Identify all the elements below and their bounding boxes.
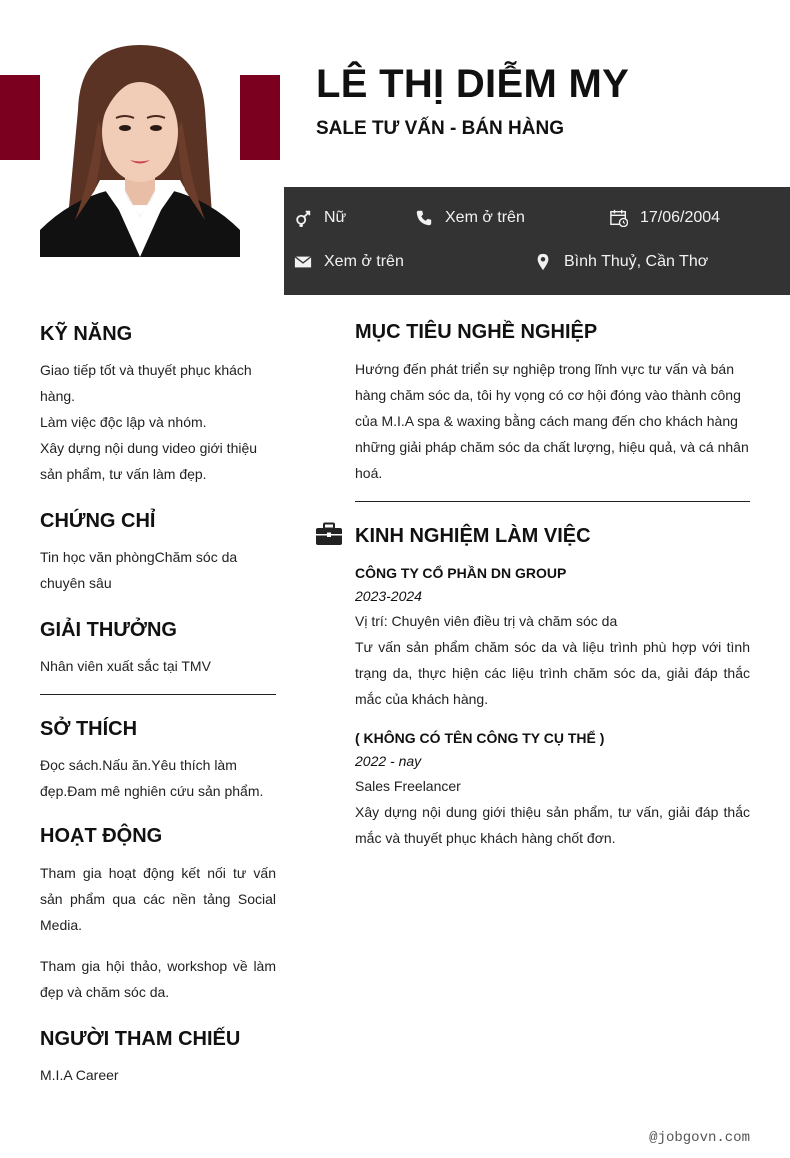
address-text: Bình Thuỷ, Cần Thơ [564,253,709,270]
activity-item: Tham gia hoạt động kết nối tư vấn sản phẩm qua các nền tảng Social Media. [40,865,276,933]
accent-bar-left [0,75,40,160]
activity-item: Tham gia hội thảo, workshop về làm đẹp và chăm sóc da. [40,958,276,1000]
activities-title: HOẠT ĐỘNG [40,825,163,847]
objective-text: Hướng đến phát triển sự nghiệp trong lĩnh vực tư vấn và bán hàng chăm sóc da, tôi hy vọng có cơ hội đóng vào thành công của M.I.A spa & waxing bằng cách mang đến cho khách hàng những giải pháp chăm sóc da chất lượng, hiệu quả, và cá nhân hoá. [355,361,749,481]
candidate-name: LÊ THỊ DIỄM MY [316,62,630,106]
phone-icon [415,209,433,227]
birthday-text: 17/06/2004 [640,209,721,226]
job-period: 2022 - nay [355,753,422,769]
awards-title: GIẢI THƯỞNG [40,619,177,641]
email-text: Xem ở trên [324,253,404,270]
gender-text: Nữ [324,209,347,226]
references-text: M.I.A Career [40,1067,119,1083]
watermark: @jobgovn.com [649,1130,750,1146]
company-name: CÔNG TY CỔ PHẦN DN GROUP [355,565,567,581]
job-period: 2023-2024 [355,588,422,604]
job-position: Sales Freelancer [355,778,461,794]
hobbies-text: Đọc sách.Nấu ăn.Yêu thích làm đẹp.Đam mê nghiên cứu sản phẩm. [40,757,264,799]
gender-icon [294,209,312,227]
job-description: Tư vấn sản phẩm chăm sóc da và liệu trình phù hợp với tình trạng da, thực hiện các liệu trình chăm sóc da, giải đáp thắc mắc của khách hàng. [355,639,750,707]
briefcase-icon [316,522,342,546]
address-item [534,253,708,271]
skill-item: Xây dựng nội dung video giới thiệu sản phẩm, tư vấn làm đẹp. [40,440,258,482]
certificates-text: Tin học văn phòngChăm sóc da chuyên sâu [40,549,238,591]
job-description: Xây dựng nội dung giới thiệu sản phẩm, tư vấn, giải đáp thắc mắc và thuyết phục khách hàng chốt đơn. [355,804,750,846]
gender-item [294,209,346,227]
objective-title: MỤC TIÊU NGHỀ NGHIỆP [355,321,598,343]
phone-item [415,209,525,227]
skill-item: Giao tiếp tốt và thuyết phục khách hàng. [40,362,252,404]
email-item [294,253,404,271]
contact-info-box [284,187,790,295]
divider [355,501,750,502]
references-title: NGƯỜI THAM CHIẾU [40,1028,241,1050]
job-title: SALE TƯ VẤN - BÁN HÀNG [316,118,564,139]
experience-title: KINH NGHIỆM LÀM VIỆC [355,525,591,547]
awards-text: Nhân viên xuất sắc tại TMV [40,658,211,674]
envelope-icon [294,253,312,271]
birthday-item [610,209,720,227]
skills-title: KỸ NĂNG [40,323,133,345]
phone-text: Xem ở trên [445,209,525,226]
profile-photo [40,40,240,257]
calendar-icon [610,209,628,227]
hobbies-title: SỞ THÍCH [40,718,138,740]
skill-item: Làm việc độc lập và nhóm. [40,414,207,430]
divider [40,694,276,695]
job-position: Vị trí: Chuyên viên điều trị và chăm sóc da [355,613,618,629]
skills-list [40,357,276,487]
certificates-title: CHỨNG CHỈ [40,510,156,532]
company-name: ( KHÔNG CÓ TÊN CÔNG TY CỤ THỂ ) [355,730,605,746]
location-pin-icon [534,253,552,271]
accent-bar-right [240,75,280,160]
